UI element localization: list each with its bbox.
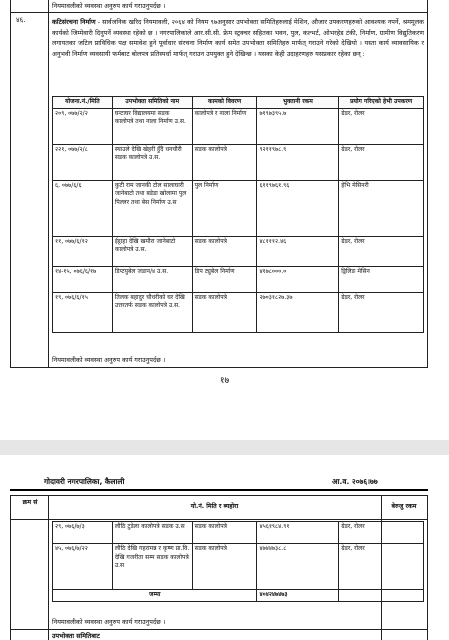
table-row [53, 236, 424, 266]
cell-committee: तिलक बहादुर चौधरीको घर देखि उत्तरतर्फ सडक कालोपत्रे उ.स. [112, 292, 192, 332]
table-row [53, 522, 424, 544]
bottom-text: नियमावलीको व्यवस्था अनुरुप कार्य गराउनुपर्दछ । [52, 618, 166, 626]
cell-work: पुल निर्माण [192, 180, 257, 236]
col-header-committee: उपभोक्ता समितिको नाम [112, 97, 192, 109]
cell-payment: २७०३१८२७.३७ [257, 292, 339, 332]
cell-committee: डिप्टयुबेल जडान/४ उ.स. [112, 266, 192, 292]
continued-examples-table [52, 521, 424, 602]
cell-work: कालोपत्रे र नाला निर्माण [192, 108, 257, 144]
cell-plan-no: ११, ०७७/६/१२ [53, 236, 113, 266]
cell-equipment: ग्रेडर, रोलर [339, 544, 424, 590]
cell-plan-no: १४-१५, ०७६/६/१७ [53, 266, 113, 292]
total-empty-cell [339, 590, 424, 602]
total-label: जम्मा [53, 590, 257, 602]
cell-plan-no: ४५, ०७६/७/२२ [53, 544, 113, 590]
cell-payment: ४५६१९८४.९१ [257, 522, 339, 544]
paragraph-body: - सार्वजनिक खरिद नियमावली, २०६४ को नियम ९७अनुसार उपभोक्ता समितिहरुलाई मेशिन, औजार उपकरणहरुको आवश्यक नपर्ने, श्रममूलक कार्यको जिम्मेवारी दिनुपर्ने व्यवस्था रहेको छ । नगरपालिकाले आर.सी.सी. फ्रेम स्ट्रक्चर सहितका भवन, पुल, कल्भर्ट, ओभरहेड टंकी, निर्माण, ग्रामीण विद्युतिकरण लगायतका जटिल प्राविधिक पक्ष समावेश हुने पूर्वाधार संरचना निर्माण कार्य समेत उपभोक्ता समितिहरु मार्फत् गराउने गरेको देखियो । यस्ता कार्य व्यावसायिक र अनुभवी निर्माण व्यवसायी फर्मबाट बोलपत्र प्रतिस्पर्धा मार्फत् गराउन उपयुक्त हुने देखिन्छ । यसका केही उदाहरणहरु यसप्रकार रहेका छन् : [52, 18, 424, 58]
bottom-text: नियमावलीको व्यवस्था अनुरुप कार्य गराउनुपर्दछ । [52, 356, 166, 364]
cell-equipment: ग्रेडर, रोलर [339, 108, 424, 144]
fiscal-year-header: आ.व. २०७६।७७ [332, 477, 378, 486]
cell-work: सडक कालोपत्रे [192, 236, 257, 266]
col-header-amount: बेरुजु रकम [391, 503, 417, 510]
table-row [53, 180, 424, 236]
cell-plan-no: १९, ०७६/६/१५ [53, 292, 113, 332]
cell-committee: लौठि टुडेला कालोपत्रे सडक उ.स [112, 522, 192, 544]
cell-work: सडक कालोपत्रे [192, 544, 257, 590]
table-row [53, 144, 424, 180]
examples-table [52, 96, 424, 333]
cell-payment: ६११९७६१.९६ [257, 180, 339, 236]
cell-equipment: ग्रेडर, रोलर [339, 292, 424, 332]
col-header-work: कामको विवरण [192, 97, 257, 109]
section-number: ४६. [16, 16, 26, 24]
page-18 [0, 455, 449, 640]
table-row [53, 108, 424, 144]
next-section-heading: उपभोक्ता समितिबाट [52, 632, 100, 640]
cell-payment: ४८१११२.४६ [257, 236, 339, 266]
cell-equipment: हेभि मेसिनरी [339, 180, 424, 236]
cell-committee: ईट्ठाहा देखि खमौरा जानेबाटो कालोपत्रे उ.स. [112, 236, 192, 266]
cell-equipment: ड्रिलिङ मेसिन [339, 266, 424, 292]
municipality-header: गोदावरी नगरपालिका, कैलाली [44, 477, 125, 486]
top-carryover-text: नियमावलीको व्यवस्था अनुरुप कार्य गराउनुपर्दछ । [52, 2, 166, 10]
cell-committee: कुटी राम जानकी टोल सालाघारी जानेबाटो तथा बडेडा खोलामा पुल पिल्लर तथा बेस निर्माण उ.स [112, 180, 192, 236]
table-total-row [53, 590, 424, 602]
cell-committee: स्याउले देखि खेहरी हुँदै धनचौरी सडक कालोपत्रे उ.स. [112, 144, 192, 180]
cell-equipment: ग्रेडर, रोलर [339, 522, 424, 544]
cell-plan-no: २०९, ०७७/२/२ [53, 108, 113, 144]
col-header-description: यो.नं. मिति र ब्यहोरा [190, 503, 239, 510]
cell-payment: ९२११९७८.९ [257, 144, 339, 180]
col-header-payment: भुक्तानी रकम [257, 97, 339, 109]
col-header-serial: क्रम सं [22, 499, 38, 506]
table-row [53, 266, 424, 292]
cell-plan-no: ६, ०७७/६/६ [53, 180, 113, 236]
cell-work: डिप ट्युबेल निर्माण [192, 266, 257, 292]
cell-payment: ४१७८०००.० [257, 266, 339, 292]
cell-payment: ७१९७३९५.७ [257, 108, 339, 144]
finding-paragraph [52, 17, 424, 59]
table-row [53, 292, 424, 332]
table-header-row [53, 97, 424, 109]
col-header-equipment: प्रयोग गरिएको हेभी उपकरण [339, 97, 424, 109]
page-separator [0, 440, 449, 455]
cell-equipment: ग्रेडर, रोलर [339, 236, 424, 266]
cell-payment: ४७४४७३८.८ [257, 544, 339, 590]
total-value: ४०४२४७४७३ [257, 590, 339, 602]
page-number: १७ [219, 376, 230, 386]
cell-work: सडक कालोपत्रे [192, 522, 257, 544]
paragraph-heading: कटिसंरचना निर्माण [52, 18, 96, 26]
cell-plan-no: २९, ०७६/७/३ [53, 522, 113, 544]
cell-plan-no: २२१, ०७७/२/८ [53, 144, 113, 180]
cell-equipment: ग्रेडर, रोलर [339, 144, 424, 180]
cell-work: सडक कालोपत्रे [192, 292, 257, 332]
cell-committee: लौठि देखि गहरामन्न र कृष्ण प्रा.वि. देखि गजरीता सम्म सडक कालोपत्रे उ.स [112, 544, 192, 590]
cell-committee: घन्टाघर विद्यालयमा सडक कालोपत्रे तथा नाला निर्माण उ.स. [112, 108, 192, 144]
cell-work: सडक कालोपत्रे [192, 144, 257, 180]
table-row [53, 544, 424, 590]
col-header-plan-no: योजना.नं./मिति [53, 97, 113, 109]
